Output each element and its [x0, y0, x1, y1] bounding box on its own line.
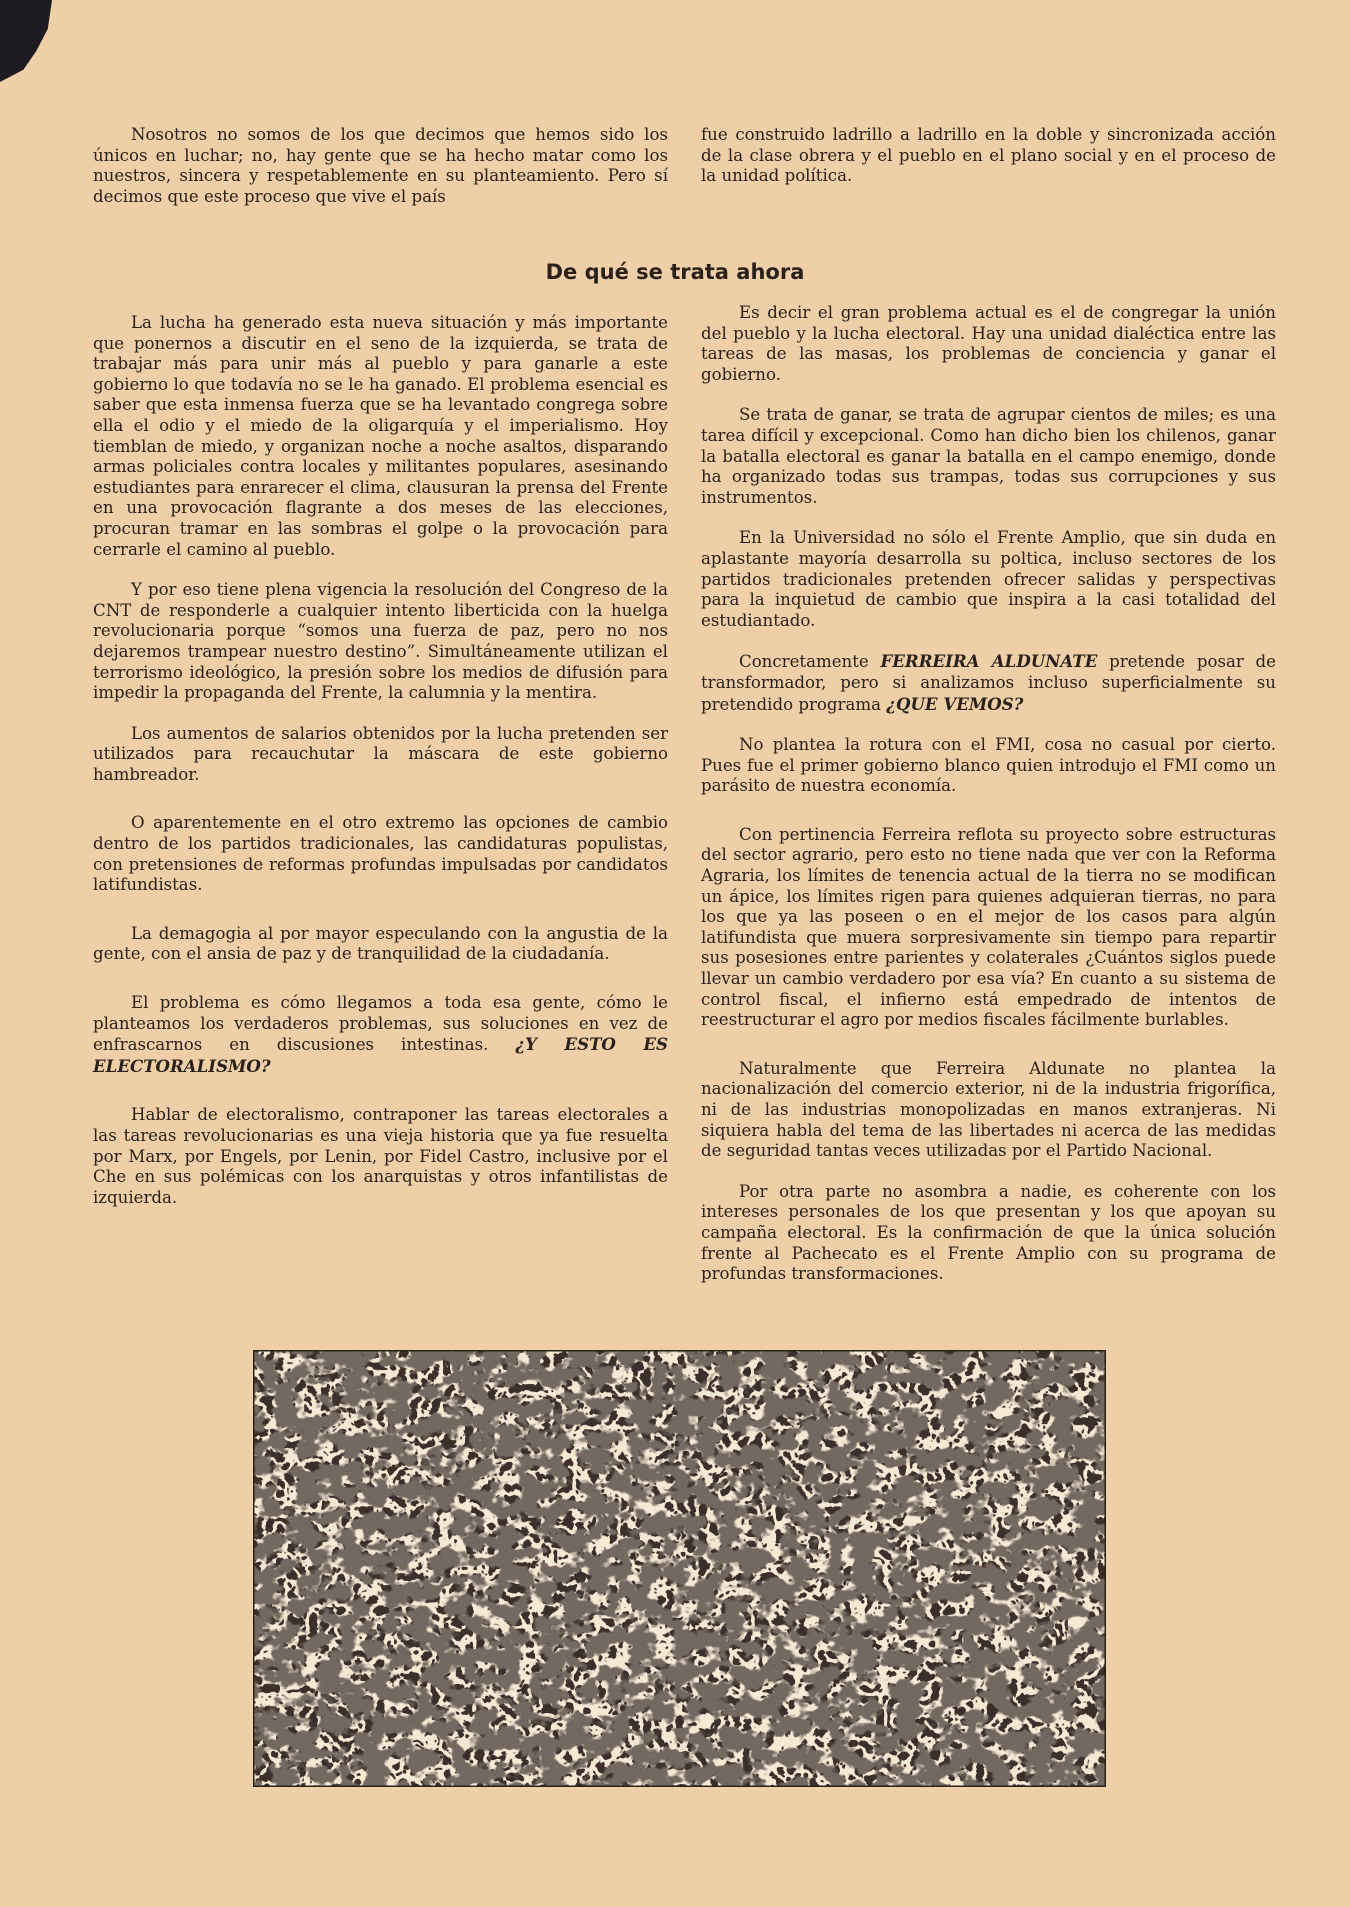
- crowd-photo: [253, 1350, 1106, 1787]
- intro-left-paragraph: Nosotros no somos de los que decimos que hemos sido los únicos en luchar; no, hay gente que se ha hecho matar como los nuestros, sincera y respetablemente en su planteamiento. Pero sí decimos que este proceso que vive el país: [93, 125, 668, 206]
- paragraph-text: El problema es cómo llegamos a toda esa gente, cómo le planteamos los verdaderos problemas, sus soluciones en vez de enfrascarnos en discusiones intestinas.: [93, 993, 668, 1055]
- paragraph: Hablar de electoralismo, contraponer las tareas electorales a las tareas revolucionarias es una vieja historia que ya fue resuelta por Marx, por Engels, por Lenin, por Fidel Castro, inclusive por el Che en sus polémicas con los anarquistas y otros infantilistas de izquierda.: [93, 1105, 668, 1207]
- intro-right-column: [701, 125, 1276, 187]
- paragraph: [701, 651, 1276, 715]
- intro-right-paragraph: fue construido ladrillo a ladrillo en la doble y sincronizada acción de la clase obrera y el pueblo en el plano social y en el proceso de la unidad política.: [701, 125, 1276, 186]
- emphasis-question: ¿Y ESTO ES ELECTORALISMO?: [93, 1034, 668, 1076]
- torn-corner: [0, 0, 52, 82]
- paragraph: Es decir el gran problema actual es el de congregar la unión del pueblo y la lucha electoral. Hay una unidad dialéctica entre las tareas de las masas, los problemas de conciencia y ganar el gobierno.: [701, 303, 1276, 384]
- paragraph: Con pertinencia Ferreira reflota su proyecto sobre estructuras del sector agrario, pero esto no tiene nada que ver con la Reforma Agraria, los límites de tenencia actual de la tierra no se modifican un ápice, los límites rigen para quienes adquieran tierras, no para los que ya las poseen o en el mejor de los casos para algún latifundista que muera sorpresivamente sin tiempo para repartir sus posesiones entre parientes y colaterales ¿Cuántos siglos puede llevar un cambio verdadero por esa vía? En cuanto a su sistema de control fiscal, el infierno está empedrado de intentos de reestructurar el agro por medios fiscales fácilmente burlables.: [701, 824, 1276, 1030]
- paragraph: Por otra parte no asombra a nadie, es coherente con los intereses personales de los que presentan y los que apoyan su campaña electoral. Es la confirmación de que la única solución frente al Pachecato es el Frente Amplio con su programa de profundas transformaciones.: [701, 1181, 1276, 1284]
- emphasis-name: FERREIRA ALDUNATE: [880, 651, 1098, 672]
- section-heading: De qué se trata ahora: [545, 260, 805, 284]
- paragraph-text: pretende posar de transformador, pero si analizamos incluso superficialmente su pretendido programa: [701, 652, 1276, 714]
- paragraph: Se trata de ganar, se trata de agrupar cientos de miles; es una tarea difícil y excepcional. Como han dicho bien los chilenos, ganar la batalla electoral es ganar la batalla en el campo enemigo, donde ha organizado todas sus trampas, todas sus corrupciones y sus instrumentos.: [701, 405, 1276, 507]
- paragraph: No plantea la rotura con el FMI, cosa no casual por cierto. Pues fue el primer gobierno blanco quien introdujo el FMI como un parásito de nuestra economía.: [701, 735, 1276, 796]
- paragraph-text: Concretamente: [739, 652, 881, 672]
- left-column: [93, 313, 668, 1236]
- paragraph: Los aumentos de salarios obtenidos por la lucha pretenden ser utilizados para recauchutar la máscara de este gobierno hambreador.: [93, 723, 668, 784]
- right-column: [701, 303, 1276, 1305]
- paragraph: En la Universidad no sólo el Frente Amplio, que sin duda en aplastante mayoría desarrolla su poltica, incluso sectores de los partidos tradicionales pretenden ofrecer salidas y perspectivas para la inquietud de cambio que inspira a la casi totalidad del estudiantado.: [701, 528, 1276, 630]
- paragraph: La lucha ha generado esta nueva situación y más importante que ponernos a discutir en el seno de la izquierda, se trata de trabajar más para unir más al pueblo y para ganarle a este gobierno lo que todavía no se le ha ganado. El problema esencial es saber que esta inmensa fuerza que se ha levantado congrega sobre ella el odio y el miedo de la oligarquía y el imperialismo. Hoy tiemblan de miedo, y organizan noche a noche asaltos, disparando armas policiales contra locales y militantes populares, asesinando estudiantes para enrarecer el clima, clausuran la prensa del Frente en una provocación flagrante a dos meses de las elecciones, procuran tramar en las sombras el golpe o la provocación para cerrarle el camino al pueblo.: [93, 313, 668, 559]
- paragraph: Y por eso tiene plena vigencia la resolución del Congreso de la CNT de responderle a cualquier intento liberticida con la huelga revolucionaria porque “somos una fuerza de paz, pero no nos dejaremos trampear nuestro destino”. Simultáneamente utilizan el terrorismo ideológico, la presión sobre los medios de difusión para impedir la propaganda del Frente, la calumnia y la mentira.: [93, 580, 668, 703]
- paragraph: La demagogia al por mayor especulando con la angustia de la gente, con el ansia de paz y de tranquilidad de la ciudadanía.: [93, 923, 668, 964]
- emphasis-question: ¿QUE VEMOS?: [886, 693, 1024, 714]
- paragraph: Naturalmente que Ferreira Aldunate no plantea la nacionalización del comercio exterior, ni de la industria frigorífica, ni de las industrias monopolizadas en manos extranjeras. Ni siquiera habla del tema de las libertades ni acerca de las medidas de seguridad tantas veces utilizadas por el Partido Nacional.: [701, 1058, 1276, 1161]
- paragraph: [93, 993, 668, 1077]
- intro-left-column: [93, 125, 668, 207]
- paragraph: O aparentemente en el otro extremo las opciones de cambio dentro de los partidos tradicionales, las candidaturas populistas, con pretensiones de reformas profundas impulsadas por candidatos latifundistas.: [93, 813, 668, 895]
